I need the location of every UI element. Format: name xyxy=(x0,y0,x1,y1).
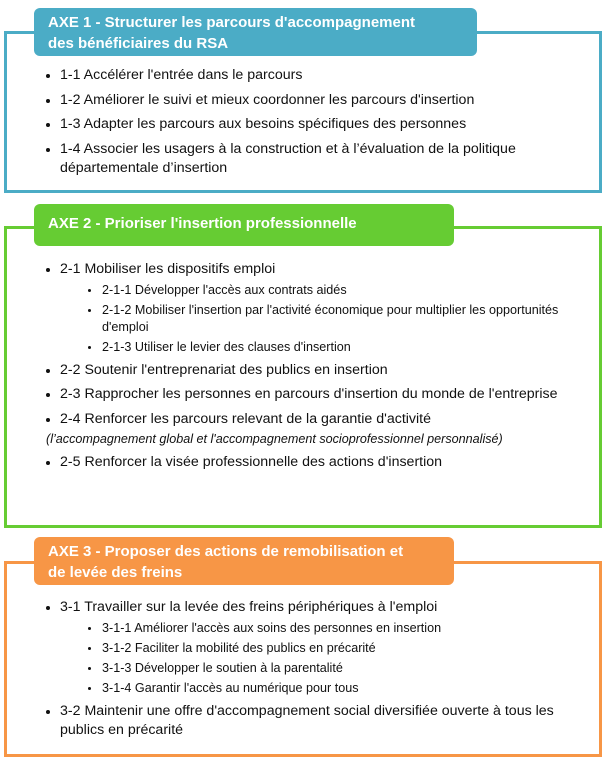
sub-list-item: 2-1-2 Mobiliser l'insertion par l'activité économique pour multiplier les opportunités d'emploi xyxy=(90,302,594,336)
axe-2-items xyxy=(48,260,594,478)
axe-1-title-line2: des bénéficiaires du RSA xyxy=(48,35,229,52)
axe-3-header xyxy=(34,537,454,585)
axe-2-title-line1: AXE 2 - Prioriser l'insertion professionnelle xyxy=(48,215,357,232)
axe-1-header xyxy=(34,8,477,56)
list-item: 2-5 Renforcer la visée professionnelle des actions d'insertion xyxy=(48,453,594,473)
axe-1-title-line1: AXE 1 - Structurer les parcours d'accompagnement xyxy=(48,14,416,31)
list-item: 3-2 Maintenir une offre d'accompagnement social diversifiée ouverte à tous les publics en précarité xyxy=(48,702,594,741)
list-item: 2-1 Mobiliser les dispositifs emploi 2-1-1 Développer l'accès aux contrats aidés 2-1-2 Mobiliser l'insertion par l'activité économique pour multiplier les opportunités d'emploi 2-1-3 Utiliser le levier des clauses d'insertion xyxy=(48,260,594,356)
sub-list xyxy=(90,620,594,697)
list-item: 2-2 Soutenir l'entreprenariat des publics en insertion xyxy=(48,361,594,381)
axe-3-title-line1: AXE 3 - Proposer des actions de remobilisation et xyxy=(48,543,404,560)
list-item: 1-2 Améliorer le suivi et mieux coordonner les parcours d'insertion xyxy=(48,91,594,111)
axe-3-items xyxy=(48,598,594,746)
sub-list xyxy=(90,282,594,356)
list-item: 1-1 Accélérer l'entrée dans le parcours xyxy=(48,66,594,86)
list-item: 1-3 Adapter les parcours aux besoins spécifiques des personnes xyxy=(48,115,594,135)
sub-list-item: 3-1-1 Améliorer l'accès aux soins des personnes en insertion xyxy=(90,620,594,637)
list-item: 2-3 Rapprocher les personnes en parcours d'insertion du monde de l'entreprise xyxy=(48,385,594,405)
axe-2-header xyxy=(34,204,454,246)
axe-3-title-line2: de levée des freins xyxy=(48,564,183,581)
item-note: (l’accompagnement global et l'accompagnement socioprofessionnel personnalisé) xyxy=(46,432,503,446)
sub-list-item: 3-1-2 Faciliter la mobilité des publics en précarité xyxy=(90,640,594,657)
list-item: 3-1 Travailler sur la levée des freins périphériques à l'emploi 3-1-1 Améliorer l'accès aux soins des personnes en insertion 3-1-2 Faciliter la mobilité des publics en précarité 3-1-3 Développer le soutien à la parentalité 3-1-4 Garantir l'accès au numérique pour tous xyxy=(48,598,594,697)
axe-1-items xyxy=(48,66,594,184)
sub-list-item: 3-1-3 Développer le soutien à la parentalité xyxy=(90,660,594,677)
list-item: 2-4 Renforcer les parcours relevant de la garantie d'activité (l’accompagnement global et l'accompagnement socioprofessionnel personnalisé) xyxy=(48,410,594,449)
list-item: 1-4 Associer les usagers à la construction et à l’évaluation de la politique départementale d’insertion xyxy=(48,140,594,179)
sub-list-item: 2-1-1 Développer l'accès aux contrats aidés xyxy=(90,282,594,299)
sub-list-item: 2-1-3 Utiliser le levier des clauses d'insertion xyxy=(90,339,594,356)
sub-list-item: 3-1-4 Garantir l'accès au numérique pour tous xyxy=(90,680,594,697)
